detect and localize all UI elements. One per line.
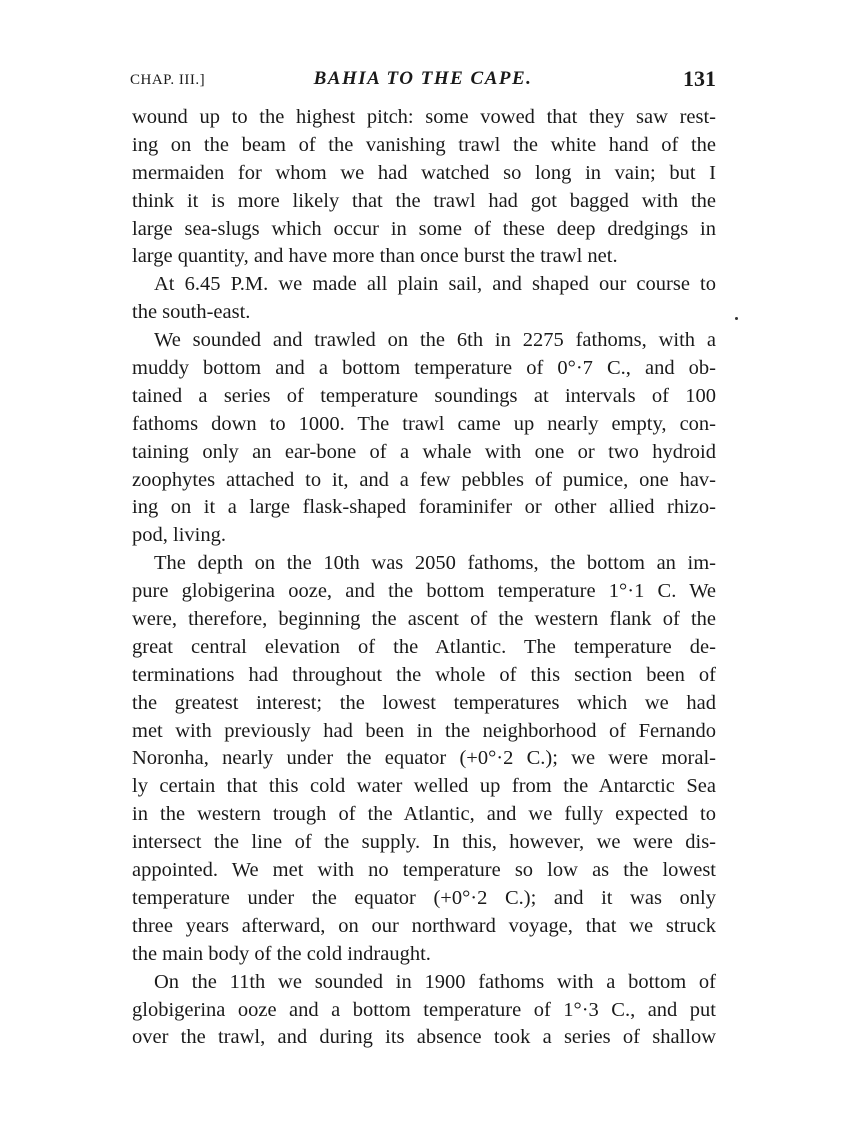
text-line: ing on the beam of the vanishing trawl the white hand of the [132,133,716,156]
text-line: three years afterward, on our northward voyage, that we struck [132,914,716,937]
text-line: ly certain that this cold water welled up from the Antarctic Sea [132,775,716,798]
page-number: 131 [683,66,716,91]
text-line: mermaiden for whom we had watched so long in vain; but I [132,161,716,184]
text-line: On the 11th we sounded in 1900 fathoms with a bottom of [154,970,716,993]
text-line: great central elevation of the Atlantic. The temperature de- [132,635,716,658]
text-line: ing on it a large flask-shaped foraminifer or other allied rhizo- [132,496,716,519]
text-line: taining only an ear-bone of a whale with one or two hydroid [132,440,716,463]
text-line: zoophytes attached to it, and a few pebbles of pumice, one hav- [132,468,716,491]
chapter-label: CHAP. III.] [130,72,206,88]
running-title: BAHIA TO THE CAPE. [313,68,533,89]
text-line: met with previously had been in the neighborhood of Fernando [132,719,716,742]
text-line: the greatest interest; the lowest temperatures which we had [132,691,716,714]
text-line: globigerina ooze and a bottom temperature of 1°·3 C., and put [132,998,716,1021]
text-line: The depth on the 10th was 2050 fathoms, the bottom an im- [154,552,716,575]
text-line: in the western trough of the Atlantic, and we fully expected to [132,803,716,826]
text-line: over the trawl, and during its absence took a series of shallow [132,1026,716,1049]
body-text [132,104,716,1052]
text-line: muddy bottom and a bottom temperature of 0°·7 C., and ob- [132,357,716,380]
text-line: think it is more likely that the trawl had got bagged with the [132,189,716,212]
text-line: terminations had throughout the whole of this section been of [132,663,716,686]
text-line: the main body of the cold indraught. [132,942,431,965]
text-line: pure globigerina ooze, and the bottom temperature 1°·1 C. We [132,580,716,603]
text-line: large quantity, and have more than once burst the trawl net. [132,245,618,268]
text-line: At 6.45 P.M. we made all plain sail, and shaped our course to [154,273,716,296]
text-line: temperature under the equator (+0°·2 C.); and it was only [132,886,716,909]
text-line: wound up to the highest pitch: some vowed that they saw rest- [132,106,716,128]
text-line: appointed. We met with no temperature so low as the lowest [132,859,716,882]
text-line: were, therefore, beginning the ascent of the western flank of the [132,608,716,631]
text-line: We sounded and trawled on the 6th in 2275 fathoms, with a [154,329,716,352]
text-line: fathoms down to 1000. The trawl came up nearly empty, con- [132,412,716,435]
text-line: pod, living. [132,524,226,547]
text-line: intersect the line of the supply. In this, however, we were dis- [132,831,716,854]
text-line: large sea-slugs which occur in some of these deep dredgings in [132,217,716,240]
margin-speck [735,317,738,320]
text-line: Noronha, nearly under the equator (+0°·2 C.); we were moral- [132,747,716,770]
text-line: the south-east. [132,301,251,324]
page-header [130,66,716,94]
text-line: tained a series of temperature soundings at intervals of 100 [132,384,716,407]
